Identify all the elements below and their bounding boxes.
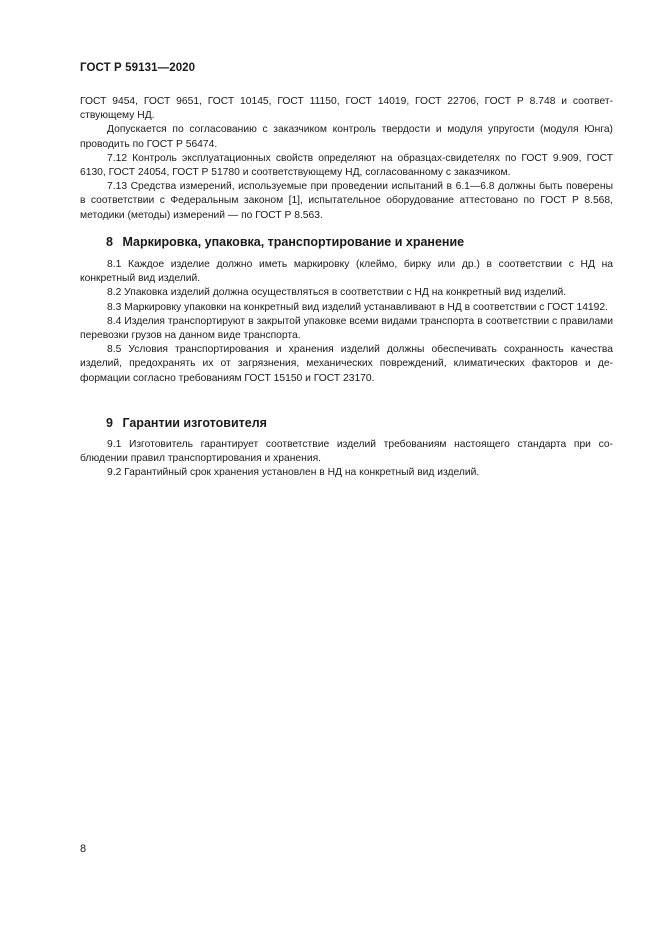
clause-8-5: 8.5 Условия транспортирования и хранения изделий должны обеспечивать сохранность качества изделий, предохранять их от загрязнения, механических повреждений, климатических факторов и деформации согласно требованиям ГОСТ 15150 и ГОСТ 23170. — [80, 344, 613, 384]
clause-8-3: 8.3 Маркировку упаковки на конкретный вид изделий устанавливают в НД в соответствии с ГОСТ 14192. — [107, 301, 608, 313]
section-8-number: 8 — [106, 235, 113, 249]
section-8-title: Маркировка, упаковка, транспортирование и хранение — [122, 235, 465, 249]
section-9-body — [80, 438, 613, 481]
paragraph: Допускается по согласованию с заказчиком контроль твердости и модуля упругости (модуля Юнга) проводить по ГОСТ Р 56474. — [80, 124, 613, 150]
section-9-number: 9 — [106, 416, 113, 430]
page-number: 8 — [80, 843, 87, 855]
clause-9-1: 9.1 Изготовитель гарантирует соответствие изделий требованиям настоящего стандарта при соблюдении правил транспортирования и хранения. — [80, 439, 613, 465]
section-9-heading — [106, 416, 267, 430]
intro-block — [80, 95, 613, 223]
section-9-title: Гарантии изготовителя — [122, 416, 267, 430]
section-8-body — [80, 258, 613, 386]
paragraph-7-12: 7.12 Контроль эксплуатационных свойств определяют на образцах-свидетелях по ГОСТ 9.909, ГОСТ 6130, ГОСТ 24054, ГОСТ Р 51780 и соответствующему НД, согласованному с заказчиком. — [80, 152, 613, 179]
paragraph: ГОСТ 9454, ГОСТ 9651, ГОСТ 10145, ГОСТ 11150, ГОСТ 14019, ГОСТ 22706, ГОСТ Р 8.748 и соответствующему НД. — [80, 96, 613, 122]
clause-8-1: 8.1 Каждое изделие должно иметь маркировку (клеймо, бирку или др.) в соответствии с НД на конкретный вид изделий. — [80, 259, 613, 285]
clause-8-2: 8.2 Упаковка изделий должна осуществляться в соответствии с НД на конкретный вид изделий. — [107, 287, 567, 299]
clause-9-2: 9.2 Гарантийный срок хранения установлен в НД на конкретный вид изделий. — [107, 467, 480, 479]
clause-8-4: 8.4 Изделия транспортируют в закрытой упаковке всеми видами транспорта в соответствии с правилами перевозки грузов на данном виде транспорта. — [80, 315, 613, 342]
page-header-standard-id: ГОСТ Р 59131—2020 — [80, 62, 196, 74]
section-8-heading — [106, 235, 464, 249]
paragraph-7-13: 7.13 Средства измерений, используемые при проведении испытаний в 6.1—6.8 должны быть поверены в соответствии с Федеральным законом [1], испытательное оборудование аттестовано по ГОСТ Р 8.568, методики (методы) измерений — по ГОСТ Р 8.563. — [80, 181, 613, 221]
